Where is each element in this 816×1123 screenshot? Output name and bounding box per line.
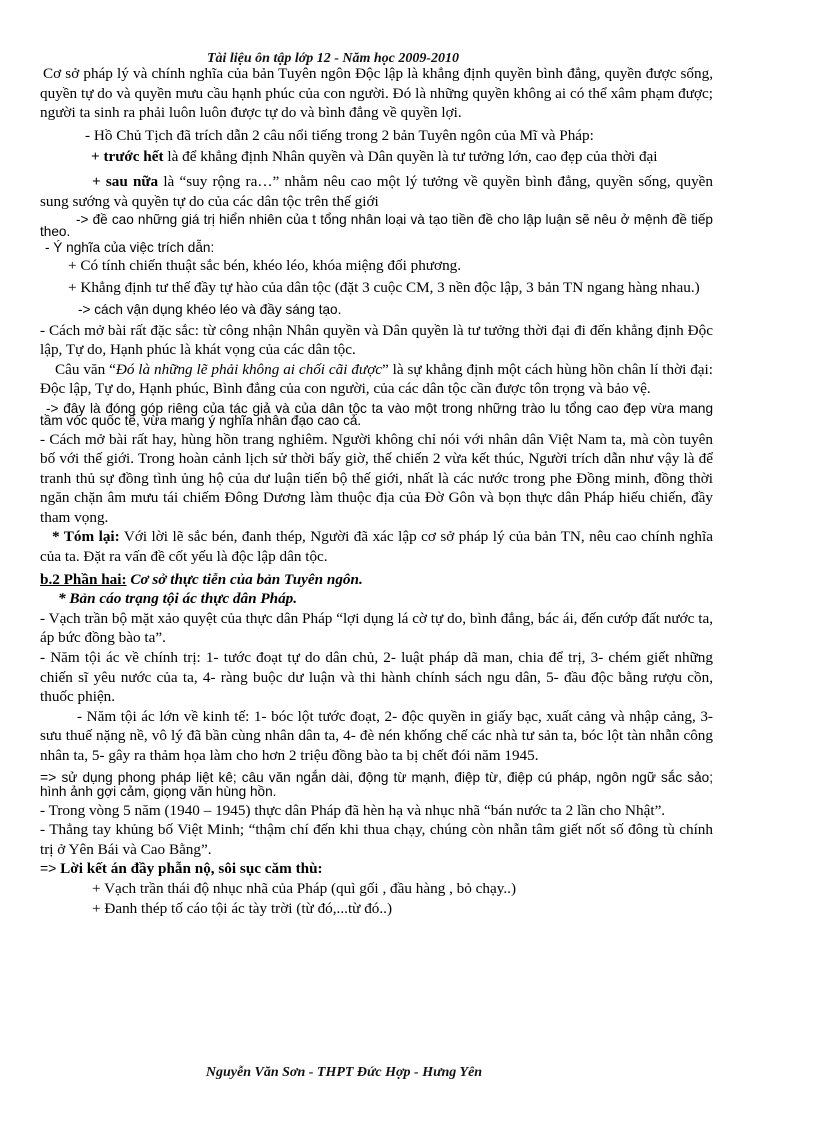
paragraph: - Cách mở bài rất hay, hùng hồn trang nghiêm. Người không chỉ nói với nhân dân Việt Nam ta, mà còn tuyên bố với thế giới. Trong hoàn cảnh lịch sử thời bấy giờ, thế chiến 2 vừa kết thúc, Người trích dẫn như vậy là để tranh thủ sự đồng tình ủng hộ của dư luận tiến bộ thế giới, nhất là các nước trong phe Đồng minh, đồng thời ngăn chặn âm mưu tái chiếm Đông Dương làm thuộc địa của Đờ Gôn và bọn thực dân Pháp hiếu chiến, đầy tham vọng. <box>40 430 713 526</box>
paragraph-lead: + trước hết <box>91 148 164 166</box>
paragraph-lead: + sau nữa <box>92 172 159 190</box>
subsection-heading: * Bản cáo trạng tội ác thực dân Pháp. <box>58 590 298 608</box>
paragraph: - Vạch trần bộ mặt xảo quyệt của thực dân Pháp “lợi dụng lá cờ tự do, bình đẳng, bác ái, đến cướp đất nước ta, áp bức đồng bào ta”. <box>40 609 713 647</box>
paragraph: - Năm tội ác lớn về kinh tế: 1- bóc lột tước đoạt, 2- độc quyền in giấy bạc, xuất cảng và nhập cảng, 3- sưu thuế nặng nề, vô lý đã bần cùng nhân dân ta, 4- đè nén khống chế các nhà tư sản ta, bóc lột tàn nhẫn công nhân ta, 5- gây ra thảm họa làm cho hơn 2 triệu đồng bào ta bị chết đói năm 1945. <box>40 707 713 764</box>
paragraph: - Cách mở bài rất đặc sắc: từ công nhận Nhân quyền và Dân quyền là tư tưởng thời đại đi đến khẳng định Độc lập, Tự do, Hạnh phúc là khát vọng của các dân tộc. <box>40 321 713 359</box>
paragraph: Câu văn “Đó là những lẽ phải không ai chối cãi được” là sự khẳng định một cách hùng hồn chân lí thời đại: Độc lập, Tự do, Hạnh phúc, Bình đẳng của con người, của các dân tộc cần được tôn trọng và bảo vệ. <box>40 360 713 398</box>
paragraph: -> đề cao những giá trị hiển nhiên của t tổng nhân loại và tạo tiền đề cho lập luận sẽ nêu ở mệnh đề tiếp theo. <box>40 212 713 240</box>
paragraph: - Trong vòng 5 năm (1940 – 1945) thực dân Pháp đã hèn hạ và nhục nhã “bán nước ta 2 lần cho Nhật”. <box>40 801 666 819</box>
document-body <box>40 64 713 918</box>
paragraph: + Vạch trần thái độ nhục nhã của Pháp (quì gối , đầu hàng , bỏ chạy..) <box>92 879 516 897</box>
paragraph: Cơ sở pháp lý và chính nghĩa của bản Tuyên ngôn Độc lập là khẳng định quyền bình đẳng, quyền được sống, quyền tự do và quyền mưu cầu hạnh phúc của con người. Đó là những quyền không ai có thể xâm phạm được; người ta sinh ra phải luôn luôn được tự do và bình đẳng về quyền lợi. <box>40 65 713 122</box>
paragraph: + trước hết là để khẳng định Nhân quyền và Dân quyền là tư tưởng lớn, cao đẹp của thời đại <box>91 148 658 166</box>
quote: Đó là những lẽ phải không ai chối cãi được <box>115 360 383 378</box>
paragraph: -> đây là đóng góp riêng của tác giả và của dân tộc ta vào một trong những trào lu tổng cao đẹp vừa mang tầm vóc quốc tế, vừa mang ý nghĩa nhân đạo cao cả. <box>40 400 713 429</box>
paragraph: - Thẳng tay khủng bố Việt Minh; “thậm chí đến khi thua chạy, chúng còn nhẫn tâm giết nốt số đông tù chính trị ở Yên Bái và Cao Bằng”. <box>40 821 713 858</box>
paragraph: * Tóm lại: Với lời lẽ sắc bén, đanh thép, Người đã xác lập cơ sở pháp lý của bản TN, nêu cao chính nghĩa của ta. Đặt ra vấn đề cốt yếu là độc lập dân tộc. <box>40 528 713 566</box>
page-header: Tài liệu ôn tập lớp 12 - Năm học 2009-2010 <box>206 51 460 66</box>
paragraph: => sử dụng phong pháp liệt kê; câu văn ngắn dài, động từ mạnh, điệp từ, điệp cú pháp, ngôn ngữ sắc sảo; hình ảnh gợi cảm, giọng văn hùng hồn. <box>40 768 713 799</box>
section-heading: b.2 Phần hai: Cơ sở thực tiễn của bản Tuyên ngôn. <box>40 570 363 588</box>
paragraph: + Khẳng định tư thế đầy tự hào của dân tộc (đặt 3 cuộc CM, 3 nền độc lập, 3 bản TN ngang hàng nhau.) <box>68 278 700 296</box>
paragraph-lead: * Tóm lại: <box>52 528 120 546</box>
paragraph: - Năm tội ác về chính trị: 1- tước đoạt tự do dân chủ, 2- luật pháp dã man, chia để trị, 3- chém giết những chiến sĩ yêu nước của ta, 4- ràng buộc dư luận và thi hành chính sách ngu dân, 5- đầu độc bằng rượu cồn, thuốc phiện. <box>40 649 713 706</box>
page-footer: Nguyễn Văn Sơn - THPT Đức Hợp - Hưng Yên <box>205 1065 483 1080</box>
paragraph: - Hồ Chủ Tịch đã trích dẫn 2 câu nổi tiếng trong 2 bản Tuyên ngôn của Mĩ và Pháp: <box>85 126 594 144</box>
paragraph: -> cách vận dụng khéo léo và đầy sáng tạo. <box>78 302 342 318</box>
paragraph: - Ý nghĩa của việc trích dẫn: <box>45 239 215 255</box>
paragraph: + Đanh thép tố cáo tội ác tày trời (từ đó,...từ đó..) <box>92 899 393 917</box>
paragraph: + sau nữa là “suy rộng ra…” nhằm nêu cao một lý tưởng về quyền bình đẳng, quyền sống, quyền sung sướng và quyền tự do của các dân tộc trên thế giới <box>40 172 713 210</box>
paragraph: + Có tính chiến thuật sắc bén, khéo léo, khóa miệng đối phương. <box>68 257 462 275</box>
paragraph: => Lời kết án đầy phẫn nộ, sôi sục căm thù: <box>40 860 323 878</box>
